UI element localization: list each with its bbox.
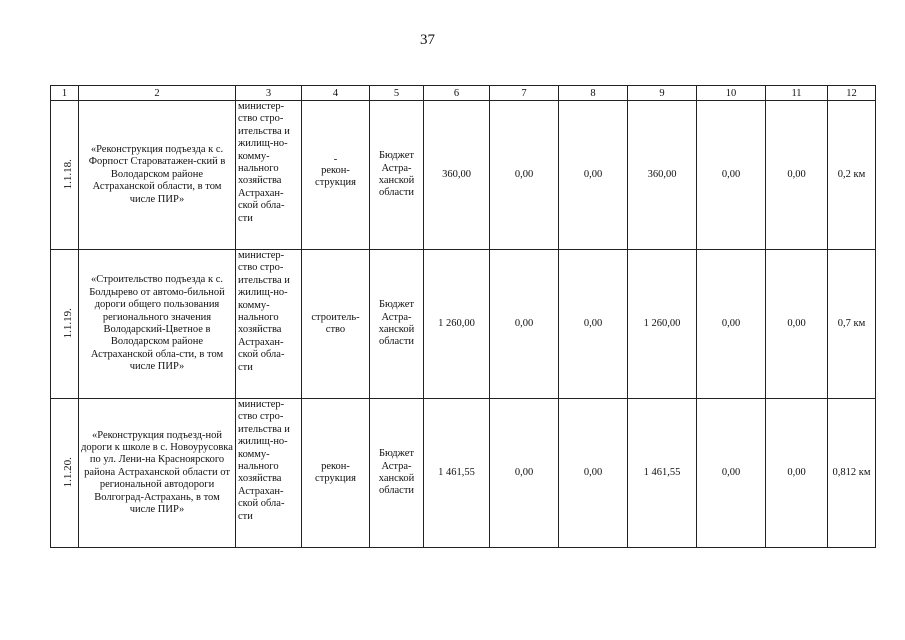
object-name-cell: «Реконструкция подъезд-ной дороги к школе в с. Новоурусовка по ул. Лени-на Красноярского района Астраханской области от региональной автодороги Волгоград-Астрахань, в том числе ПИР» <box>79 399 236 548</box>
length-cell: 0,7 км <box>828 250 876 399</box>
mark: - <box>333 153 338 165</box>
column-header: 6 <box>424 86 490 101</box>
executor-cell: министер-ство стро-ительства и жилищ-но-комму-нального хозяйства Астрахан-ской обла-сти <box>236 399 302 548</box>
column-header: 4 <box>302 86 370 101</box>
object-name-cell: «Строительство подъезда к с. Болдырево от автомо-бильной дороги общего пользования регионального значения Володарский-Цветное в Володарском районе Астраханской обла-сти, в том числе ПИР» <box>79 250 236 399</box>
column-header: 8 <box>559 86 628 101</box>
value-cell-9: 1 260,00 <box>628 250 697 399</box>
column-header: 11 <box>766 86 828 101</box>
funding-source-cell: Бюджет Астра-ханской области <box>370 101 424 250</box>
table-row <box>51 101 876 250</box>
row-number-cell <box>51 399 79 548</box>
value-cell-10: 0,00 <box>697 250 766 399</box>
row-number-cell <box>51 250 79 399</box>
column-header: 7 <box>490 86 559 101</box>
column-header: 3 <box>236 86 302 101</box>
value-cell-8: 0,00 <box>559 101 628 250</box>
work-type-cell <box>302 101 370 250</box>
column-header: 1 <box>51 86 79 101</box>
value-cell-6: 360,00 <box>424 101 490 250</box>
value-cell-11: 0,00 <box>766 399 828 548</box>
length-cell: 0,812 км <box>828 399 876 548</box>
executor-cell: министер-ство стро-ительства и жилищ-но-комму-нального хозяйства Астрахан-ской обла-сти <box>236 101 302 250</box>
funding-source-cell: Бюджет Астра-ханской области <box>370 250 424 399</box>
value-cell-7: 0,00 <box>490 250 559 399</box>
value-cell-7: 0,00 <box>490 101 559 250</box>
page-number: 37 <box>420 32 435 48</box>
table-row <box>51 250 876 399</box>
value-cell-9: 360,00 <box>628 101 697 250</box>
row-number: 1.1.18. <box>61 159 74 190</box>
value-cell-8: 0,00 <box>559 250 628 399</box>
table-row <box>51 399 876 548</box>
row-number-cell <box>51 101 79 250</box>
value-cell-9: 1 461,55 <box>628 399 697 548</box>
value-cell-10: 0,00 <box>697 101 766 250</box>
value-cell-7: 0,00 <box>490 399 559 548</box>
column-header: 9 <box>628 86 697 101</box>
work-type-cell: строитель-ство <box>302 250 370 399</box>
value-cell-10: 0,00 <box>697 399 766 548</box>
value-cell-11: 0,00 <box>766 250 828 399</box>
program-table <box>50 85 876 548</box>
value-cell-6: 1 461,55 <box>424 399 490 548</box>
row-number: 1.1.20. <box>61 457 74 488</box>
row-number: 1.1.19. <box>61 308 74 339</box>
work-type-cell: рекон-струкция <box>302 399 370 548</box>
executor-cell: министер-ство стро-ительства и жилищ-но-комму-нального хозяйства Астрахан-ской обла-сти <box>236 250 302 399</box>
value-cell-8: 0,00 <box>559 399 628 548</box>
column-header: 12 <box>828 86 876 101</box>
column-header: 5 <box>370 86 424 101</box>
length-cell: 0,2 км <box>828 101 876 250</box>
table-header <box>51 86 876 101</box>
value-cell-11: 0,00 <box>766 101 828 250</box>
funding-source-cell: Бюджет Астра-ханской области <box>370 399 424 548</box>
object-name-cell: «Реконструкция подъезда к с. Форпост Староватажен-ский в Володарском районе Астраханской области, в том числе ПИР» <box>79 101 236 250</box>
value-cell-6: 1 260,00 <box>424 250 490 399</box>
column-header: 10 <box>697 86 766 101</box>
work-type: рекон-струкция <box>315 164 356 188</box>
column-header: 2 <box>79 86 236 101</box>
